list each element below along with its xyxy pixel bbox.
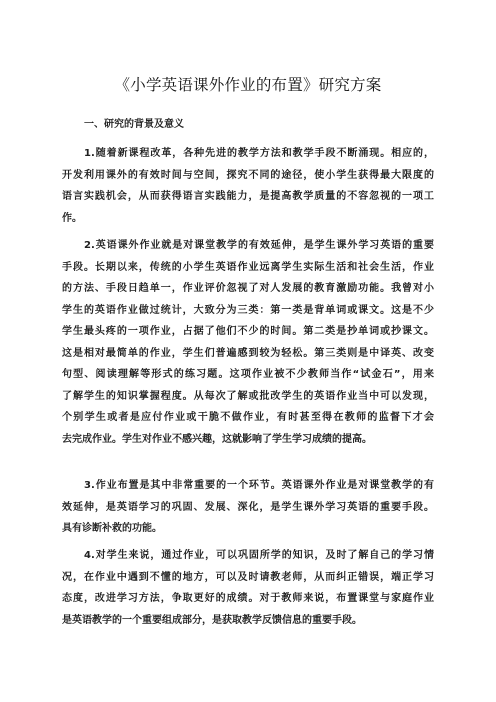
paragraph-line: 这是相对最简单的作业，学生们普遍感到较为轻松。第三类则是中译英、改变 [62, 347, 434, 359]
paragraph-line: 效延伸，是英语学习的巩固、发展、深化，是学生课外学习英语的重要手段。 [62, 501, 434, 513]
paragraph-line: 语言实践机会，从而获得语言实践能力，是提高教学质量的不容忽视的一项工 [62, 191, 434, 202]
paragraph-line: 学生的英语作业做过统计，大致分为三类：第一类是背单词或课文。这是不少 [62, 304, 434, 316]
paragraph-line: 具有诊断补救的功能。 [62, 523, 162, 534]
paragraph-line: 手段。长期以来，传统的小学生英语作业远离学生实际生活和社会生活，作业 [62, 261, 434, 273]
paragraph-line: 2.英语课外作业就是对课堂教学的有效延伸，是学生课外学习英语的重要 [84, 240, 434, 251]
paragraph-3 [62, 475, 434, 540]
paragraph-line: 个别学生或者是应付作业或干脆不做作业，有时甚至得在教师的监督下才会 [62, 412, 434, 423]
paragraph-line: 1.随着新课程改革，各种先进的教学方法和教学手段不断涌现。相应的， [84, 148, 434, 159]
paragraph-line: 了解学生的知识掌握程度。从每次了解或批改学生的英语作业当中可以发现， [62, 390, 434, 402]
paragraph-line: 4.对学生来说，通过作业，可以巩固所学的知识，及时了解自己的学习情 [84, 550, 434, 561]
paragraph-1 [62, 143, 434, 229]
paragraph-line: 学生最头疼的一项作业，占据了他们不少的时间。第二类是抄单词或抄课文。 [62, 326, 434, 337]
paragraph-line: 3.作业布置是其中非常重要的一个环节。英语课外作业是对课堂教学的有 [84, 480, 434, 491]
paragraph-line: 去完成作业。学生对作业不感兴趣，这就影响了学生学习成绩的提高。 [62, 433, 372, 445]
paragraph-line: 态度，改进学习方法，争取更好的成绩。对于教师来说，布置课堂与家庭作业 [62, 593, 434, 604]
paragraph-2 [62, 235, 434, 450]
paragraph-line: 开发利用课外的有效时间与空间，探究不同的途径，使小学生获得最大限度的 [62, 169, 434, 181]
paragraph-line: 句型、阅读理解等形式的练习题。这项作业被不少教师当作“试金石”，用来 [62, 369, 434, 380]
paragraph-line: 作。 [62, 212, 82, 224]
paragraph-line: 的方法、手段日趋单一，作业评价忽视了对人发展的教育激励功能。我曾对小 [62, 283, 434, 294]
section-heading: 一、研究的背景及意义 [84, 119, 184, 130]
paragraph-4 [62, 545, 434, 631]
paragraph-line: 是英语教学的一个重要组成部分，是获取教学反馈信息的重要手段。 [62, 614, 362, 626]
document-title: 《小学英语课外作业的布置》研究方案 [114, 76, 382, 94]
paragraph-line: 况，在作业中遇到不懂的地方，可以及时请教老师，从而纠正错误，端正学习 [62, 571, 434, 583]
